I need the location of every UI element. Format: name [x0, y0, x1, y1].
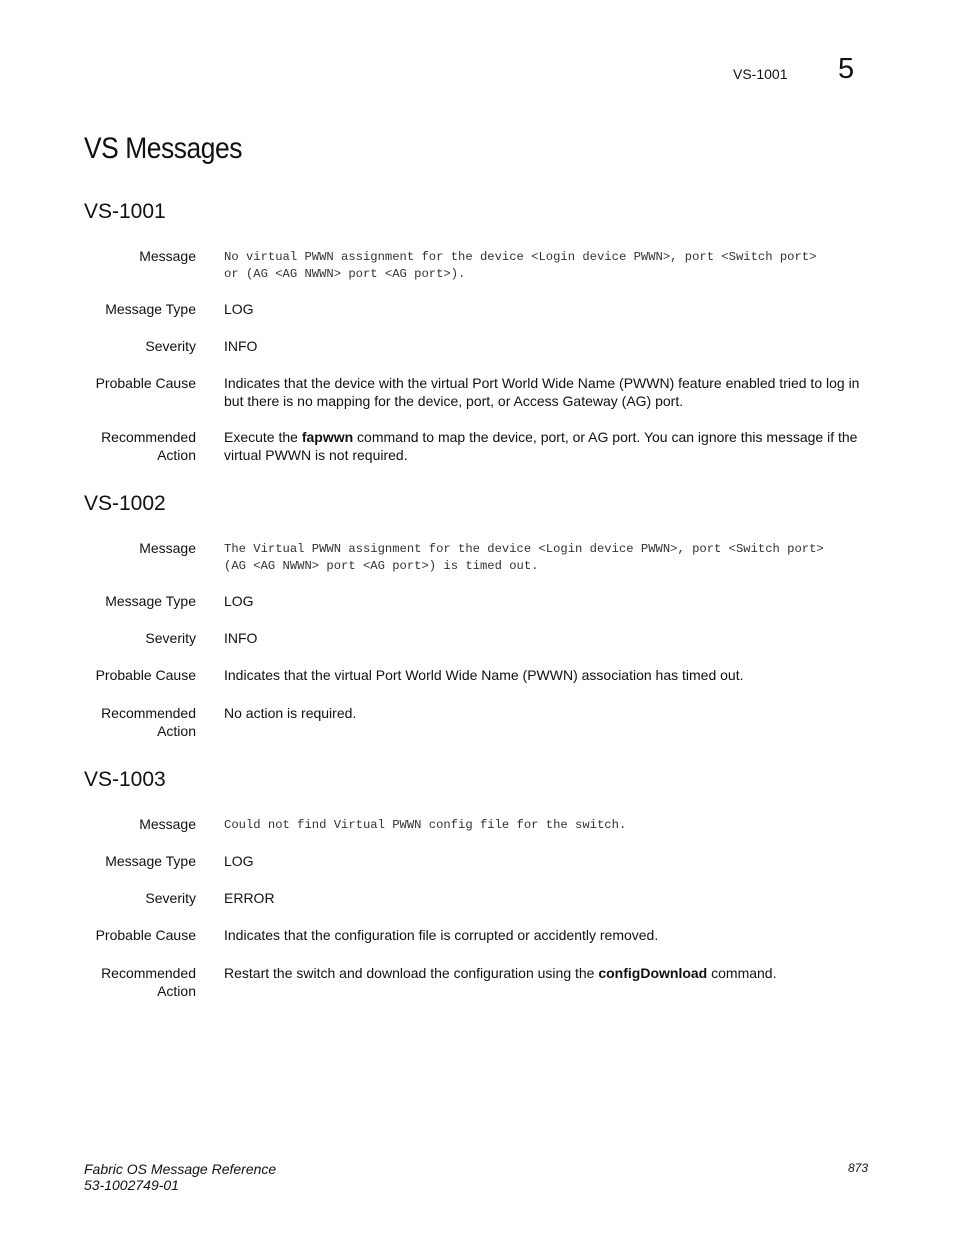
message-type-label: Message Type — [105, 853, 196, 869]
recommended-label-line1: Recommended — [101, 429, 196, 445]
message-type-value: LOG — [224, 593, 254, 609]
severity-value: ERROR — [224, 890, 275, 906]
action-text-pre: Execute the — [224, 429, 302, 445]
severity-label: Severity — [145, 630, 196, 646]
recommended-action-label — [66, 964, 196, 1000]
footer-page-number: 873 — [848, 1161, 869, 1175]
message-label: Message — [139, 248, 196, 264]
recommended-action-text — [224, 428, 869, 464]
probable-cause-text: Indicates that the device with the virtual Port World Wide Name (PWWN) feature enabled tried to log in but there is no mapping for the device, port, or Access Gateway (AG) port. — [224, 375, 860, 409]
severity-label: Severity — [145, 890, 196, 906]
severity-value: INFO — [224, 338, 258, 354]
message-type-label: Message Type — [105, 301, 196, 317]
probable-cause-text: Indicates that the virtual Port World Wide Name (PWWN) association has timed out. — [224, 667, 744, 683]
message-label: Message — [139, 816, 196, 832]
recommended-label-line2: Action — [157, 447, 196, 463]
footer-title: Fabric OS Message Reference — [84, 1161, 277, 1177]
recommended-action-label — [66, 704, 196, 740]
message-text: No virtual PWWN assignment for the device <Login device PWWN>, port <Switch port> or (AG <AG NWWN> port <AG port>). — [224, 250, 817, 281]
recommended-label-line2: Action — [157, 983, 196, 999]
severity-value: INFO — [224, 630, 258, 646]
footer-doc-number: 53-1002749-01 — [84, 1177, 179, 1193]
severity-label: Severity — [145, 338, 196, 354]
probable-cause-label: Probable Cause — [95, 927, 196, 943]
chapter-number: 5 — [838, 53, 855, 85]
command-name: configDownload — [598, 965, 708, 981]
action-text-post: command. — [707, 965, 777, 981]
message-label: Message — [139, 540, 196, 556]
recommended-label-line2: Action — [157, 723, 196, 739]
section-title: VS-1003 — [84, 768, 166, 791]
probable-cause-label: Probable Cause — [95, 375, 196, 391]
action-text-post: command to map the device, port, or AG port. You can ignore this message if the virtual PWWN is not required. — [224, 429, 858, 463]
message-type-label: Message Type — [105, 593, 196, 609]
recommended-label-line1: Recommended — [101, 965, 196, 981]
footer-document-info — [84, 1161, 276, 1193]
page-title: VS Messages — [84, 132, 243, 165]
message-type-value: LOG — [224, 853, 254, 869]
section-title: VS-1001 — [84, 200, 166, 223]
recommended-action-label — [66, 428, 196, 464]
recommended-action-text — [224, 964, 869, 982]
running-header-label: VS-1001 — [733, 66, 788, 82]
action-text-pre: Restart the switch and download the configuration using the — [224, 965, 599, 981]
probable-cause-text: Indicates that the configuration file is corrupted or accidently removed. — [224, 927, 659, 943]
recommended-action-text: No action is required. — [224, 705, 357, 721]
message-type-value: LOG — [224, 301, 254, 317]
message-text: Could not find Virtual PWWN config file for the switch. — [224, 818, 627, 832]
probable-cause-label: Probable Cause — [95, 667, 196, 683]
section-title: VS-1002 — [84, 492, 166, 515]
message-text: The Virtual PWWN assignment for the device <Login device PWWN>, port <Switch port> (AG <AG NWWN> port <AG port>) is timed out. — [224, 542, 824, 573]
recommended-label-line1: Recommended — [101, 705, 196, 721]
command-name: fapwwn — [301, 429, 354, 445]
